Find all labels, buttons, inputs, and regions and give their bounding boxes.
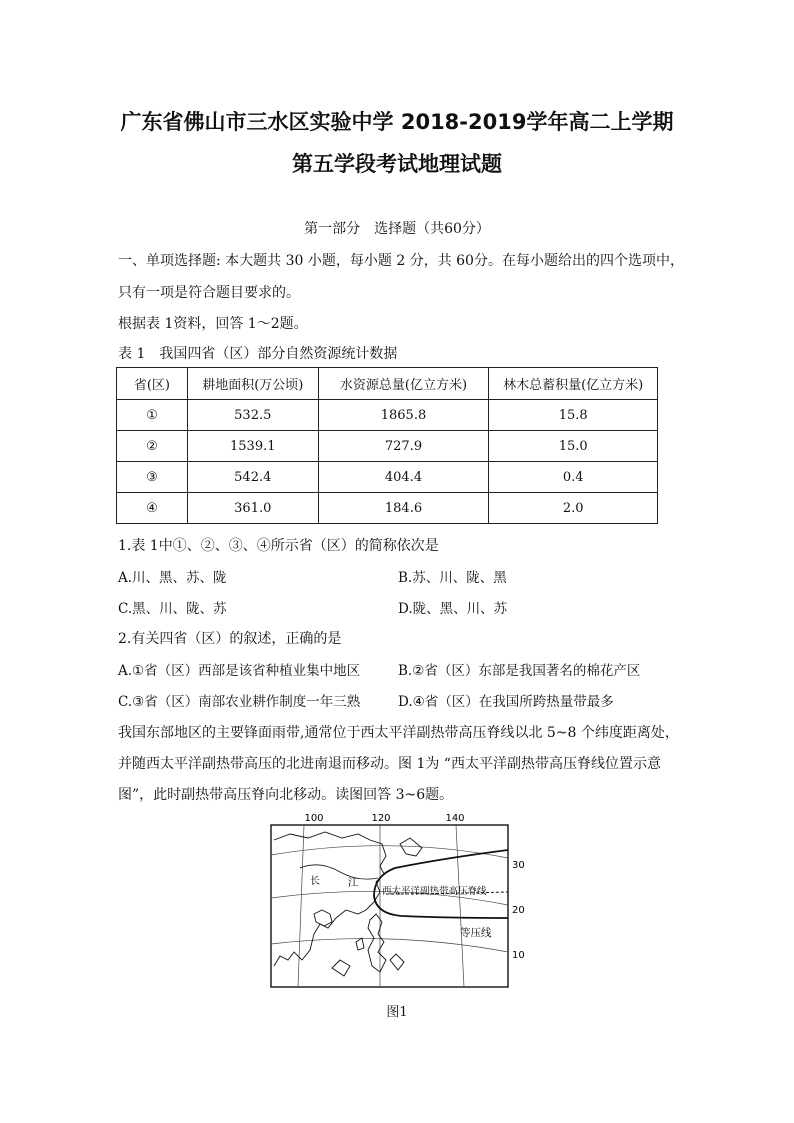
exam-title-line2: 第五学段考试地理试题 — [292, 152, 502, 176]
header-water: 水资源总量(亿立方米) — [318, 368, 489, 400]
table-row — [117, 400, 658, 431]
cell-province: ④ — [117, 493, 188, 524]
lat-label-20: 20 — [512, 905, 525, 916]
river-label-chang: 长 — [310, 876, 320, 887]
resource-table — [116, 367, 658, 524]
q1-option-c: C.黑、川、陇、苏 — [118, 601, 227, 617]
river-label-jiang: 江 — [348, 878, 358, 889]
lon-label-140: 140 — [445, 813, 465, 824]
passage-line2: 并随西太平洋副热带高压的北进南退而移动。图 1为 “西太平洋副热带高压脊线位置示意 — [118, 756, 661, 772]
exam-title-line1: 广东省佛山市三水区实验中学 2018-2019学年高二上学期 — [120, 110, 674, 134]
table-header-row — [117, 368, 658, 400]
isobar-label: 等压线 — [460, 927, 492, 939]
q2-option-d: D.④省（区）在我国所跨热量带最多 — [398, 694, 614, 710]
q2-option-b: B.②省（区）东部是我国著名的棉花产区 — [398, 663, 641, 679]
lat-label-30: 30 — [512, 860, 525, 871]
map-frame — [271, 825, 508, 987]
instructions-line1: 一、单项选择题: 本大题共 30 小题，每小题 2 分，共 60分。在每小题给出的四个选项中， — [118, 253, 684, 269]
cell-forest: 15.0 — [489, 431, 658, 462]
cell-province: ② — [117, 431, 188, 462]
lon-label-100: 100 — [304, 813, 324, 824]
table-row — [117, 462, 658, 493]
cell-forest: 0.4 — [489, 462, 658, 493]
cell-farmland: 361.0 — [187, 493, 318, 524]
cell-forest: 15.8 — [489, 400, 658, 431]
cell-water: 1865.8 — [318, 400, 489, 431]
figure-caption: 图1 — [386, 1005, 408, 1020]
header-province: 省(区) — [117, 368, 188, 400]
cell-farmland: 542.4 — [187, 462, 318, 493]
lon-label-120: 120 — [371, 813, 391, 824]
pressure-map — [270, 810, 540, 990]
table-row — [117, 431, 658, 462]
cell-farmland: 1539.1 — [187, 431, 318, 462]
q1-option-d: D.陇、黑、川、苏 — [398, 601, 508, 617]
q1-stem: 1.表 1中①、②、③、④所示省（区）的简称依次是 — [118, 538, 439, 554]
lead-text: 根据表 1资料，回答 1～2题。 — [118, 316, 308, 332]
header-farmland: 耕地面积(万公顷) — [187, 368, 318, 400]
q2-option-a: A.①省（区）西部是该省种植业集中地区 — [118, 663, 361, 679]
q2-option-c: C.③省（区）南部农业耕作制度一年三熟 — [118, 694, 361, 710]
q2-stem: 2.有关四省（区）的叙述，正确的是 — [118, 631, 342, 647]
cell-province: ① — [117, 400, 188, 431]
header-forest: 林木总蓄积量(亿立方米) — [489, 368, 658, 400]
section-heading: 第一部分 选择题（共60分） — [304, 221, 490, 237]
q1-option-a: A.川、黑、苏、陇 — [118, 570, 227, 586]
cell-water: 184.6 — [318, 493, 489, 524]
table-row — [117, 493, 658, 524]
cell-forest: 2.0 — [489, 493, 658, 524]
cell-farmland: 532.5 — [187, 400, 318, 431]
passage-line3: 图”，此时副热带高压脊向北移动。读图回答 3~6题。 — [118, 787, 454, 803]
ridge-label: 西太平洋副热带高压脊线 — [382, 886, 487, 897]
q1-option-b: B.苏、川、陇、黑 — [398, 570, 507, 586]
cell-water: 404.4 — [318, 462, 489, 493]
instructions-line2: 只有一项是符合题目要求的。 — [118, 285, 300, 301]
passage-line1: 我国东部地区的主要锋面雨带,通常位于西太平洋副热带高压脊线以北 5~8 个纬度距离处， — [118, 725, 679, 741]
lat-label-10: 10 — [512, 950, 525, 961]
cell-province: ③ — [117, 462, 188, 493]
table-caption: 表 1 我国四省（区）部分自然资源统计数据 — [118, 346, 398, 362]
cell-water: 727.9 — [318, 431, 489, 462]
